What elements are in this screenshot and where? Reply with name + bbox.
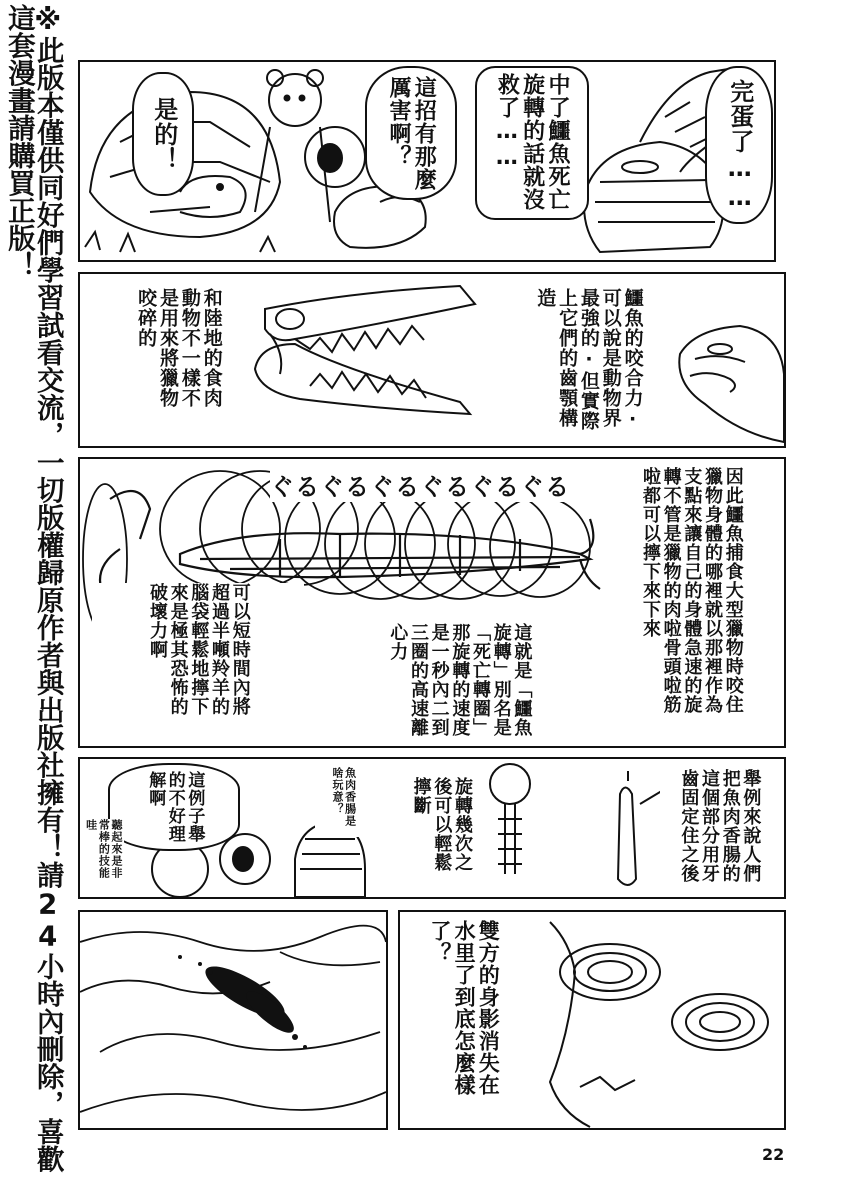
bubble-turtle-text: 是的！ xyxy=(149,96,178,172)
caption-box-mid xyxy=(398,777,484,889)
small-text-box xyxy=(315,767,371,837)
bubble-zebra-text: 完蛋了…… xyxy=(725,78,754,212)
speech-bubble-croc xyxy=(475,66,589,220)
small-text-question: 魚肉香腸是啥玩意？ xyxy=(331,767,357,827)
caption-box-right xyxy=(508,288,668,438)
caption-box-right xyxy=(602,467,780,737)
page-number: 22 xyxy=(762,1145,785,1164)
speech-bubble-example xyxy=(108,763,240,851)
water-surface-illustration xyxy=(80,912,386,1128)
bubble-raccoon-text: 這招有那麼厲害啊？ xyxy=(386,75,437,191)
panel-5 xyxy=(78,910,388,1130)
small-text-comment: 聽起來是非常棒的技能哇 xyxy=(84,819,123,879)
caption-left-text: 和陸地的食肉動物不一樣不是用來將獵物咬碎的 xyxy=(135,288,223,408)
spin-sound-effect: ぐるぐるぐるぐるぐるぐる xyxy=(270,467,570,502)
caption-mid-text: 這就是「鱷魚旋轉」別名是「死亡轉圈」那旋轉的速度是一秒內二到三圈的高速離心力 xyxy=(387,623,533,737)
caption-box-left xyxy=(118,288,238,428)
caption-mid-text: 旋轉幾次之後可以輕鬆擰斷 xyxy=(410,777,474,872)
panel-4 xyxy=(78,757,786,899)
caption-right-text: 舉例來說人們把魚肉香腸的這個部分用牙齒固定住之後 xyxy=(678,769,762,883)
disclaimer-note: ※此版本僅供同好們學習試看交流，一切版權歸原作者與出版社擁有！請24小時內刪除，喜歡這套漫畫請購買正版！ xyxy=(2,4,64,1173)
small-text-box-2 xyxy=(82,819,124,891)
bubble-example-text: 這例子舉的不好理解啊 xyxy=(145,771,205,843)
panel-2 xyxy=(78,272,786,448)
panel-3 xyxy=(78,457,786,748)
caption-box-mid xyxy=(332,623,586,741)
speech-bubble-turtle xyxy=(132,72,194,196)
caption-text: 雙方的身影消失在水里了到底怎麼樣了？ xyxy=(427,920,501,1096)
caption-box xyxy=(408,920,520,1120)
speech-bubble-zebra xyxy=(705,66,773,224)
panel-6 xyxy=(398,910,786,1130)
caption-box-right xyxy=(660,769,778,893)
bubble-croc-text: 中了鱷魚死亡旋轉的話就沒救了…… xyxy=(494,73,570,211)
caption-left-text: 可以短時間內將超過半噸羚羊的腦袋輕鬆地擰下來是極其恐怖的破壞力啊 xyxy=(146,583,251,716)
caption-right-text: 因此鱷魚捕食大型獵物時咬住獵物身體的哪裡就以那裡作為支點來讓自己的身體急速的旋轉不管是獵物的肉啦骨頭啦筋啦都可以擰下來下來 xyxy=(639,467,744,714)
speech-bubble-raccoon xyxy=(365,66,457,200)
caption-box-left xyxy=(92,583,304,739)
caption-right-text: 鱷魚的咬合力·可以說是動物界最強的·但實際上它們的齒顎構造 xyxy=(534,288,644,431)
panel-1 xyxy=(78,60,776,262)
